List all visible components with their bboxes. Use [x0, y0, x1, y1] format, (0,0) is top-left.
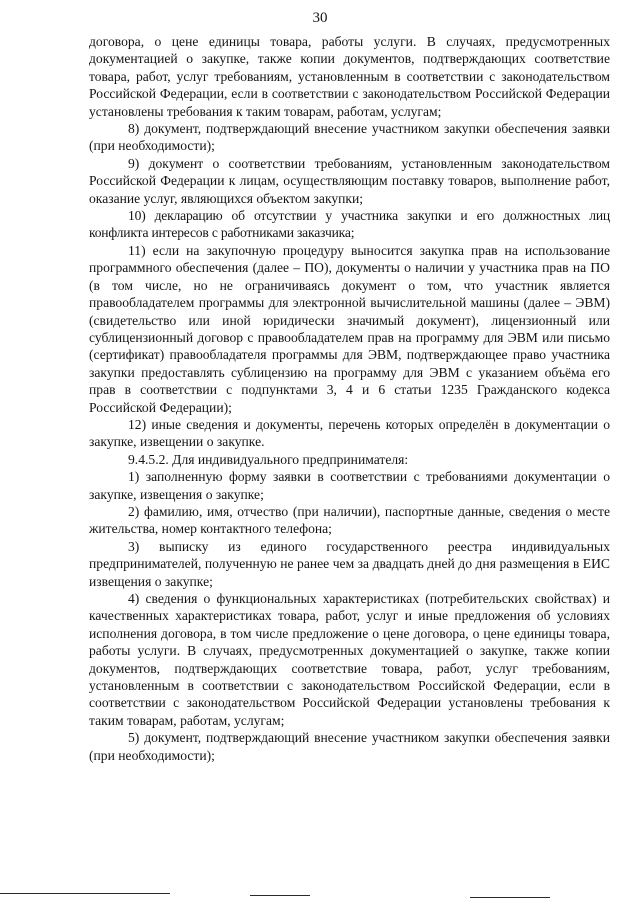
list-item-8: 8) документ, подтверждающий внесение участником закупки обеспечения заявки (при необходимости);: [89, 121, 610, 154]
ip-list-item-4: 4) сведения о функциональных характеристиках (потребительских свойствах) и качественных характеристиках товара, работ, услуг и иные предложения об условиях исполнения договора, в том числе предложение о цене договора, о цене единицы товара, работы услуги. В случаях, предусмотренных документацией о закупке, также копии документов, подтверждающих соответствие товара, работ, услуг требованиям, установленным в соответствии с законодательством Российской Федерации, если в соответствии с законодательством Российской Федерации установлены требования к таким товарам, работам, услугам;: [89, 591, 610, 728]
scan-edge-mark: [250, 895, 310, 896]
scan-edge-mark: [470, 897, 550, 898]
ip-list-item-2: 2) фамилию, имя, отчество (при наличии), паспортные данные, сведения о месте жительства, номер контактного телефона;: [89, 503, 610, 537]
list-item-11: 11) если на закупочную процедуру выносится закупка прав на использование программного обеспечения (далее – ПО), документы о наличии у участника прав на ПО (в том числе, но не ограничиваясь документ о том, что участник является правообладателем программы для электронной вычислительной машины (далее – ЭВМ) (свидетельство или иной юридически значимый документ), лицензионный или сублицензионный договор с правообладателем прав на программу для ЭВМ или письмо (сертификат) правообладателя программы для ЭВМ, подтверждающее право участника закупки предоставлять сублицензию на программу для ЭВМ с указанием объёма его прав в соответствии с подпунктами 3, 4 и 6 статьи 1235 Гражданского кодекса Российской Федерации);: [89, 242, 610, 415]
list-item-9: 9) документ о соответствии требованиям, установленным законодательством Российской Федерации к лицам, осуществляющим поставку товаров, выполнение работ, оказание услуг, являющихся объектом закупки;: [89, 155, 610, 206]
ip-list-item-5: 5) документ, подтверждающий внесение участником закупки обеспечения заявки (при необходимости);: [89, 730, 610, 763]
section-heading-9-4-5-2: 9.4.5.2. Для индивидуального предпринимателя:: [128, 451, 409, 467]
list-item-10: 10) декларацию об отсутствии у участника закупки и его должностных лиц конфликта интересов с работниками заказчика;: [89, 208, 610, 241]
scan-edge-mark: [0, 893, 170, 894]
paragraph-continuation: договора, о цене единицы товара, работы услуги. В случаях, предусмотренных документацией о закупке, также копии документов, подтверждающих соответствие товара, работ, услуг требованиям, установленным в соответствии с законодательством Российской Федерации, если в соответствии с законодательством Российской Федерации установлены требования к таким товарам, работам, услугам;: [89, 34, 610, 119]
document-body: [89, 33, 610, 764]
list-item-12: 12) иные сведения и документы, перечень которых определён в документации о закупке, извещении о закупке.: [89, 416, 610, 450]
page-number: 30: [312, 10, 328, 26]
ip-list-item-1: 1) заполненную форму заявки в соответствии с требованиями документации о закупке, извещения о закупке;: [89, 469, 610, 502]
ip-list-item-3: 3) выписку из единого государственного реестра индивидуальных предпринимателей, полученную не ранее чем за двадцать дней до дня размещения в ЕИС извещения о закупке;: [89, 538, 610, 589]
